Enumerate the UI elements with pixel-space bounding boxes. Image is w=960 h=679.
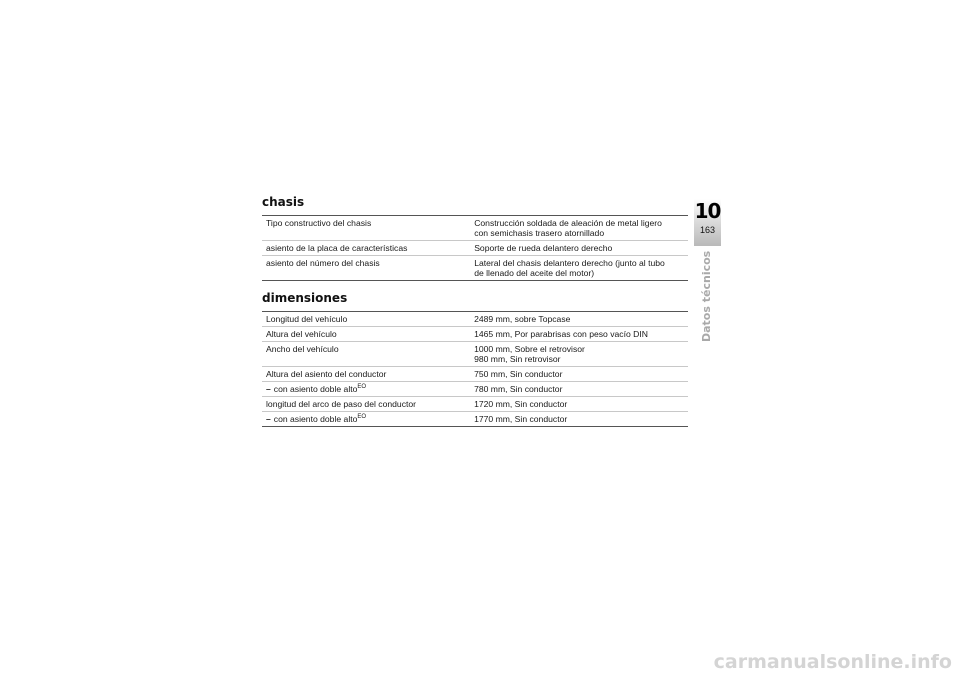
page-number: 163 xyxy=(699,225,716,235)
spec-value: 1465 mm, Por parabrisas con peso vacío DIN xyxy=(470,327,688,342)
table-row xyxy=(262,367,688,382)
section-title-chasis: chasis xyxy=(262,195,305,209)
spec-label: asiento de la placa de características xyxy=(262,241,470,256)
table-row xyxy=(262,382,688,397)
dimensiones-table xyxy=(262,311,688,427)
table-row xyxy=(262,327,688,342)
table-row xyxy=(262,216,688,241)
spec-content xyxy=(262,194,688,427)
spec-label-sub: – con asiento doble alto$^{EO}$ xyxy=(262,412,470,427)
option-mark: EO xyxy=(357,384,367,390)
table-row xyxy=(262,241,688,256)
spec-value: 1720 mm, Sin conductor xyxy=(470,397,688,412)
spec-value: 1770 mm, Sin conductor xyxy=(470,412,688,427)
spec-label: asiento del número del chasis xyxy=(262,256,470,281)
dash-bullet: – xyxy=(266,384,271,394)
chapter-number: 10 xyxy=(694,199,721,223)
spec-label: longitud del arco de paso del conductor xyxy=(262,397,470,412)
spec-label: Longitud del vehículo xyxy=(266,314,348,324)
spec-value: Soporte de rueda delantero derecho xyxy=(470,241,688,256)
spec-value: Lateral del chasis delantero derecho (junto al tubo de llenado del aceite del motor) xyxy=(470,256,688,281)
table-row xyxy=(262,256,688,281)
watermark: carmanualsonline.info xyxy=(713,651,952,673)
chapter-label: Datos técnicos xyxy=(700,250,713,342)
table-row xyxy=(262,342,688,367)
option-mark: EO xyxy=(357,414,367,420)
section-title-dimensiones: dimensiones xyxy=(262,291,348,305)
chasis-table xyxy=(262,215,688,281)
spec-value: 2489 mm, sobre Topcase xyxy=(474,314,571,324)
spec-label: Altura del asiento del conductor xyxy=(262,367,470,382)
spec-value: 750 mm, Sin conductor xyxy=(470,367,688,382)
dash-bullet: – xyxy=(266,414,271,424)
spec-value: 780 mm, Sin conductor xyxy=(470,382,688,397)
table-row xyxy=(262,397,688,412)
table-row xyxy=(262,412,688,427)
spec-value: Construcción soldada de aleación de metal ligero con semichasis trasero atornillado xyxy=(474,218,662,238)
spec-label: Tipo constructivo del chasis xyxy=(266,218,372,228)
spec-label: Altura del vehículo xyxy=(262,327,470,342)
spec-label-sub: – con asiento doble alto$^{EO}$ xyxy=(262,382,470,397)
table-row xyxy=(262,312,688,327)
chapter-tab xyxy=(694,199,721,246)
spec-label: Ancho del vehículo xyxy=(262,342,470,367)
spec-value: 1000 mm, Sobre el retrovisor 980 mm, Sin retrovisor xyxy=(470,342,688,367)
